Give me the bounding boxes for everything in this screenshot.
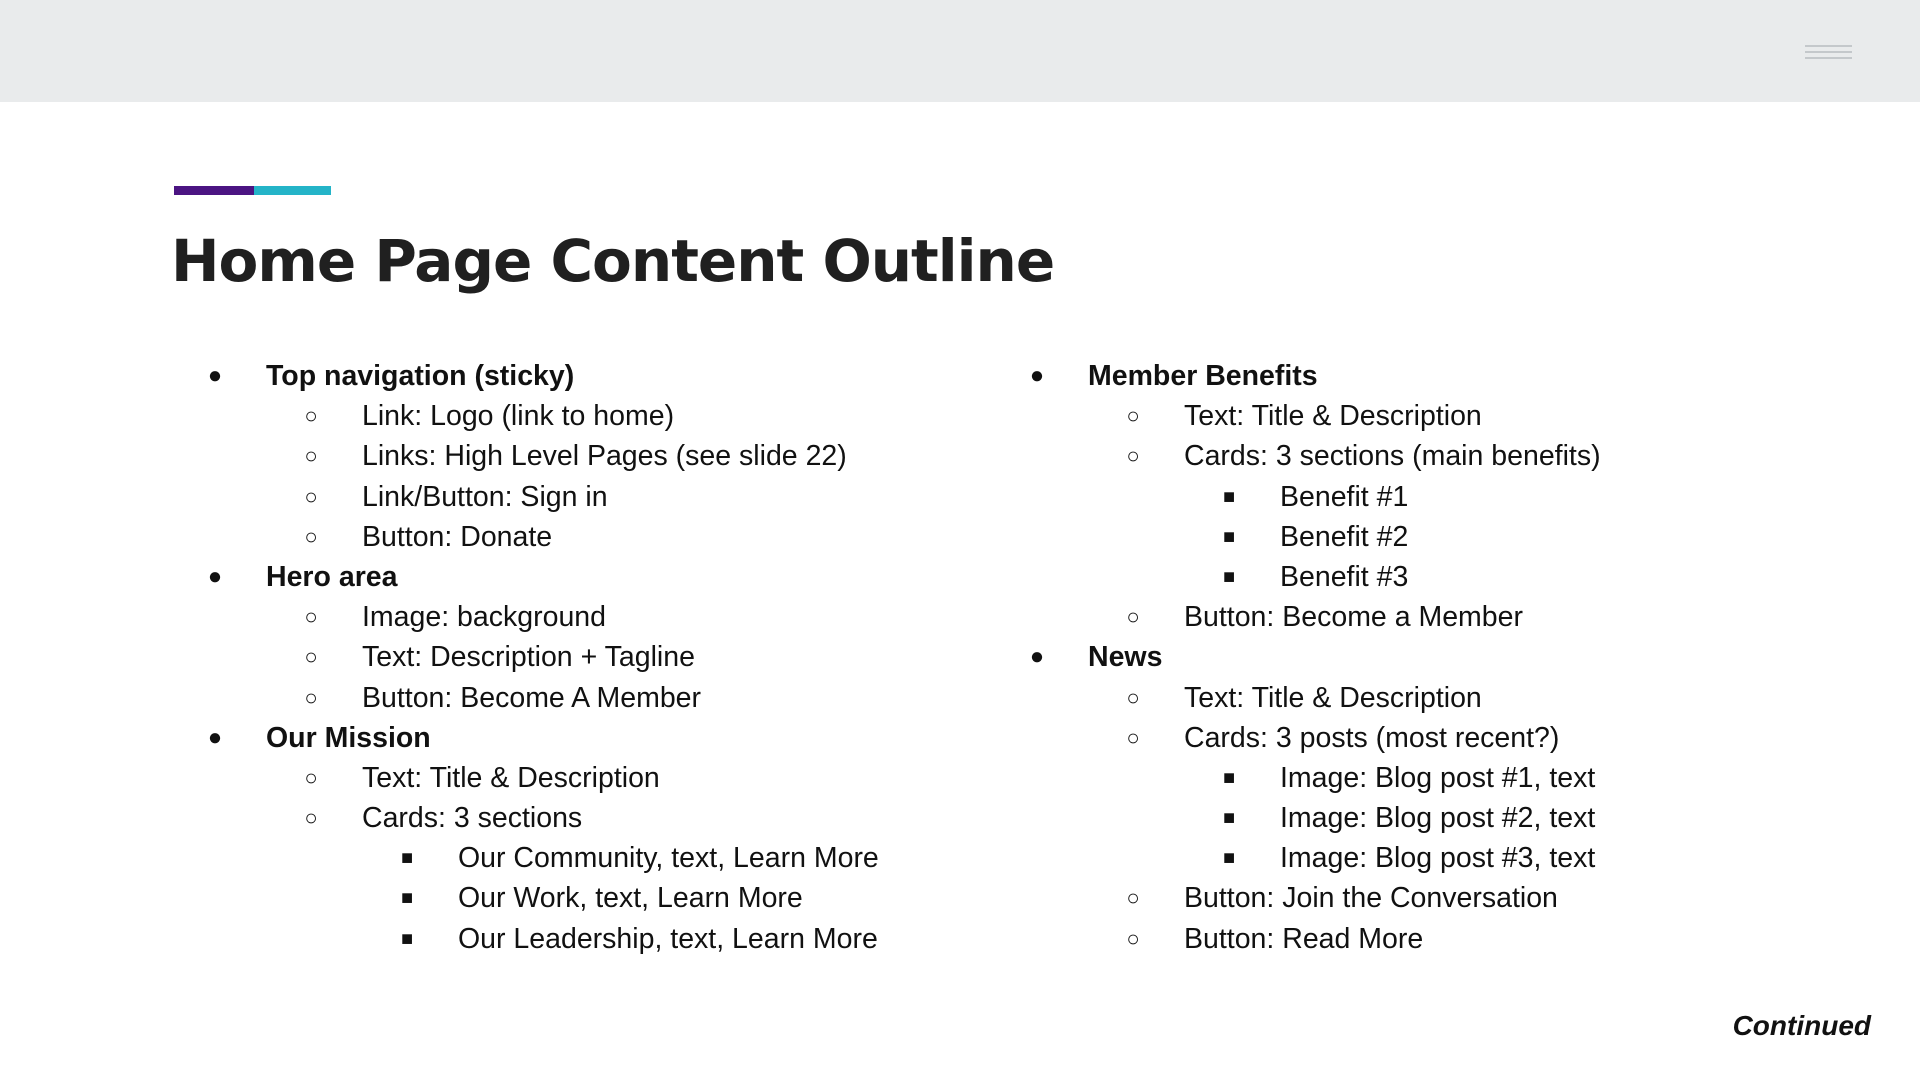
outline-item-text: Cards: 3 sections (362, 802, 583, 835)
outline-item-text: Button: Become a Member (1184, 601, 1523, 634)
bullet-circle-icon: ○ (304, 443, 318, 469)
outline-item-text: Image: Blog post #1, text (1280, 761, 1596, 794)
outline-item (1022, 517, 1782, 557)
outline-item-text: Our Community, text, Learn More (458, 842, 879, 875)
outline-item-text: Image: Blog post #2, text (1280, 802, 1596, 835)
outline-item-text: Cards: 3 posts (most recent?) (1184, 721, 1560, 754)
outline-item (1022, 396, 1782, 436)
bullet-circle-icon: ○ (1126, 724, 1140, 750)
outline-item (200, 798, 960, 838)
outline-item-text: Cards: 3 sections (main benefits) (1184, 440, 1601, 473)
bullet-disc-icon: ● (207, 723, 223, 751)
outline-item-text: Text: Description + Tagline (362, 641, 695, 674)
bullet-disc-icon: ● (207, 562, 223, 590)
bullet-circle-icon: ○ (1126, 925, 1140, 951)
continued-label: Continued (1732, 1010, 1871, 1041)
outline-item (200, 436, 960, 476)
outline-right-column (1022, 356, 1782, 959)
outline-item (1022, 798, 1782, 838)
bullet-circle-icon: ○ (304, 764, 318, 790)
bullet-disc-icon: ● (1029, 643, 1045, 671)
outline-item (200, 919, 960, 959)
outline-item (200, 477, 960, 517)
outline-item (200, 718, 960, 758)
outline-item (200, 758, 960, 798)
outline-left-column (200, 356, 960, 959)
bullet-square-icon: ■ (1222, 807, 1236, 830)
outline-item-text: Link/Button: Sign in (362, 480, 608, 513)
outline-item (1022, 758, 1782, 798)
bullet-circle-icon: ○ (304, 604, 318, 630)
outline-item-text: Button: Donate (362, 520, 553, 553)
bullet-circle-icon: ○ (1126, 604, 1140, 630)
outline-item (1022, 678, 1782, 718)
outline-item-text: Benefit #1 (1280, 480, 1409, 513)
bullet-square-icon: ■ (1222, 847, 1236, 870)
outline-item-text: Member Benefits (1088, 360, 1318, 392)
outline-item (1022, 838, 1782, 878)
bullet-circle-icon: ○ (1126, 443, 1140, 469)
outline-item (200, 517, 960, 557)
outline-item-text: Button: Become A Member (362, 681, 702, 714)
outline-item-text: Image: background (362, 601, 606, 634)
bullet-square-icon: ■ (400, 847, 414, 870)
accent-bar-purple (174, 186, 254, 195)
outline-item (200, 838, 960, 878)
outline-item (1022, 557, 1782, 597)
outline-item-text: Hero area (266, 560, 398, 593)
bullet-square-icon: ■ (1222, 766, 1236, 789)
outline-item (200, 396, 960, 436)
outline-item-text: Text: Title & Description (1184, 400, 1482, 433)
outline-item (200, 557, 960, 597)
bullet-circle-icon: ○ (1126, 684, 1140, 710)
bullet-circle-icon: ○ (304, 805, 318, 831)
outline-item (200, 878, 960, 918)
bullet-circle-icon: ○ (304, 644, 318, 670)
outline-item (1022, 436, 1782, 476)
outline-item (200, 356, 960, 396)
page-title: Home Page Content Outline (171, 227, 1055, 295)
outline-item-text: Text: Title & Description (1184, 681, 1482, 714)
outline-item (200, 637, 960, 677)
outline-item (1022, 477, 1782, 517)
bullet-disc-icon: ● (207, 362, 223, 389)
outline-item-text: Links: High Level Pages (see slide 22) (362, 440, 847, 473)
bullet-square-icon: ■ (1222, 525, 1236, 548)
outline-item-text: Benefit #2 (1280, 520, 1409, 553)
bullet-square-icon: ■ (1222, 565, 1236, 588)
outline-item-text: Our Leadership, text, Learn More (458, 922, 878, 955)
outline-item (200, 678, 960, 718)
bullet-circle-icon: ○ (1126, 885, 1140, 911)
outline-item-text: Link: Logo (link to home) (362, 400, 675, 433)
bullet-square-icon: ■ (400, 887, 414, 910)
outline-item-text: Top navigation (sticky) (266, 360, 575, 392)
outline-item (1022, 637, 1782, 677)
accent-bar-teal (254, 186, 331, 195)
hamburger-menu-icon[interactable] (1805, 44, 1852, 60)
outline-item-text: Our Mission (266, 721, 431, 754)
outline-item-text: Image: Blog post #3, text (1280, 842, 1596, 875)
outline-item-text: Button: Join the Conversation (1184, 882, 1558, 915)
outline-item-text: News (1088, 641, 1163, 674)
outline-item-text: Text: Title & Description (362, 761, 660, 794)
outline-item (200, 597, 960, 637)
title-accent-bar (174, 186, 331, 195)
outline-item-text: Benefit #3 (1280, 560, 1409, 593)
bullet-square-icon: ■ (1222, 485, 1236, 508)
outline-item-text: Button: Read More (1184, 922, 1424, 955)
outline-item (1022, 919, 1782, 959)
slide-header-bar (0, 0, 1920, 102)
bullet-circle-icon: ○ (304, 483, 318, 509)
outline-item (1022, 878, 1782, 918)
bullet-circle-icon: ○ (304, 523, 318, 549)
bullet-circle-icon: ○ (304, 403, 318, 429)
bullet-disc-icon: ● (1029, 362, 1045, 389)
bullet-circle-icon: ○ (1126, 403, 1140, 429)
bullet-circle-icon: ○ (304, 684, 318, 710)
outline-item (1022, 356, 1782, 396)
bullet-square-icon: ■ (400, 927, 414, 950)
outline-item-text: Our Work, text, Learn More (458, 882, 803, 915)
outline-item (1022, 597, 1782, 637)
outline-item (1022, 718, 1782, 758)
